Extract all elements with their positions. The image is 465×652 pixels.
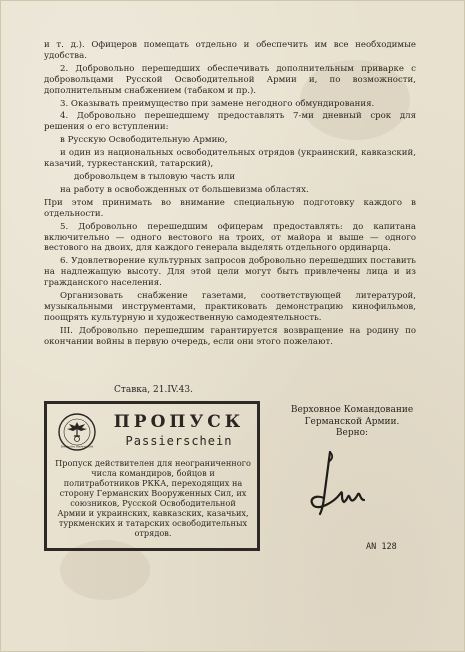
option-item: на работу в освобожденных от большевизма областях. [60, 184, 309, 195]
paragraph: 3. Оказывать преимущество при замене негодного обмундирования. [60, 98, 375, 109]
command-line: Верно: [335, 428, 369, 438]
command-line: Германской Армии. [304, 416, 400, 427]
signature-icon [300, 448, 370, 520]
paragraph: 2. Добровольно перешедших обеспечивать дополнительным приварке с добровольцами Русской Освободительной Армии и, по возможности, дополнительным снабжением (табаком и пр.). [44, 63, 416, 96]
paragraph: Организовать снабжение газетами, соответствующей литературой, музыкальными инструментами, практиковать демонстрацию кинофильмов, поощрять культурную и художественную самодеятельность. [44, 291, 416, 323]
main-text [44, 40, 416, 350]
pass-text: Пропуск действителен для неограниченного числа командиров, бойцов и политработников РККА, переходящих на сторону Германских Вооруженных Сил, их союзников, Русской Освободительной Армии и украинских, кавказских, казачьих, туркменских и татарских освободительных отрядов. [55, 458, 251, 538]
paragraph: и т. д.). Офицеров помещать отдельно и обеспечить им все необходимые удобства. [44, 40, 416, 61]
paragraph: 6. Удовлетворение культурных запросов добровольно перешедших поставить на надлежащую высоту. Для этой цели могут быть привлечены лица и из гражданского населения. [44, 256, 416, 289]
paragraph: III. Добровольно перешедшим гарантируется возвращение на родину по окончании войны в первую очередь, если они этого пожелают. [44, 325, 416, 347]
eagle-seal-icon [57, 412, 97, 452]
pass-subtitle: Passierschein [125, 434, 233, 448]
option-item: в Русскую Освободительную Армию, [60, 135, 228, 146]
stavka-date: Ставка, 21.IV.43. [114, 385, 193, 395]
option-item: добровольцем в тыловую часть или [74, 171, 236, 182]
pass-title: ПРОПУСК [113, 412, 245, 432]
command-line: Верховное Командование [290, 405, 414, 415]
option-item: и один из национальных освободительных отрядов (украинский, кавказский, казачий, туркестанский, татарский), [44, 148, 416, 170]
paragraph: 5. Добровольно перешедшим офицерам предоставлять: до капитана включительно — одного вестового на троих, от майора и выше — одного вестового на двоих, для каждого генерала выделять отдельного ординарца. [44, 221, 416, 254]
pass-box [44, 401, 260, 551]
seal-text: Deutsche Wehrmacht [60, 444, 94, 449]
document-code: AN 128 [366, 542, 397, 552]
signature-block [282, 405, 422, 440]
paragraph: 4. Добровольно перешедшему предоставлять 7-ми дневный срок для решения о его вступлении: [44, 111, 416, 133]
paragraph: При этом принимать во внимание специальную подготовку каждого в отдельности. [44, 197, 416, 219]
